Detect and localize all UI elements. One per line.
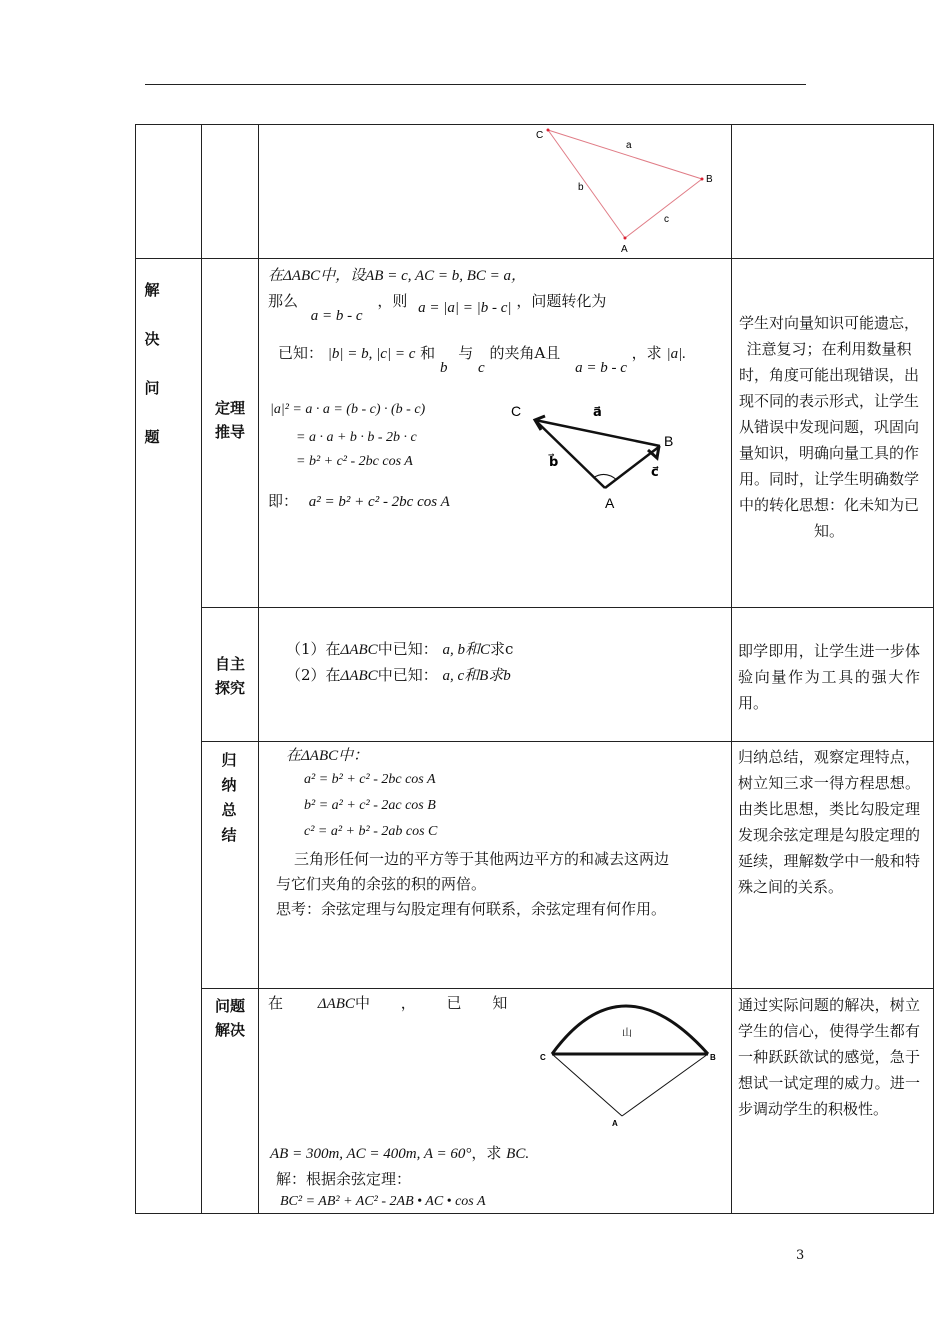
problem-line1: 在 ΔABC中 ， 已 知	[268, 994, 508, 1012]
theorem-line1: 在ΔABC中，设AB = c, AC = b, BC = a，	[268, 268, 527, 284]
mfig-mountain: 山	[622, 1028, 632, 1039]
summary-f2: b² = a² + c² - 2ac cos B	[304, 798, 436, 813]
svg-text:b⃗: b⃗	[549, 454, 559, 469]
theorem-line2: 那么 a = b - c ，则 a = |a| = |b - c| ，问题转化为	[268, 292, 607, 324]
vfig-A: A	[605, 495, 615, 511]
theorem-label: 定理推导	[214, 399, 245, 441]
summary-intro: 在ΔABC中：	[286, 748, 369, 764]
problem-sol1: 解：根据余弦定理：	[276, 1170, 412, 1188]
section-label: 解决问题	[144, 281, 160, 446]
label-a: a	[626, 140, 632, 151]
theorem-note: 学生对向量知识可能遗忘，注意复习；在利用数量积时，角度可能出现错误，出现不同的表示形式，让学生从错误中发现问题，巩固向量知识，明确向量工具的作用。同时，让学生明确数学中的转化思想：化未知为已知。	[738, 314, 919, 540]
problem-given: AB = 300m, AC = 400m, A = 60°，求 BC.	[270, 1144, 530, 1162]
mountain-figure	[532, 988, 732, 1128]
vfig-B: B	[664, 433, 674, 449]
summary-f1: a² = b² + c² - 2bc cos A	[304, 772, 436, 787]
explore-label: 自主探究	[214, 655, 245, 697]
problem-note: 通过实际问题的解决，树立学生的信心，使得学生都有一种跃跃欲试的感觉，急于想试一试定理的威力。进一步调动学生的积极性。	[738, 996, 920, 1118]
derive-1: |a|² = a · a = (b - c) · (b - c)	[270, 402, 426, 417]
explore-q1: （1）在ΔABC中已知： a, b和C求c	[286, 640, 514, 658]
explore-note: 即学即用，让学生进一步体验向量作为工具的强大作用。	[738, 642, 920, 712]
mfig-B: B	[710, 1053, 716, 1062]
derive-3: = b² + c² - 2bc cos A	[296, 454, 413, 469]
summary-f3: c² = a² + b² - 2ab cos C	[304, 824, 438, 839]
vfig-C: C	[511, 403, 522, 419]
page-number: 3	[796, 1248, 805, 1263]
summary-note: 归纳总结，观察定理特点，树立知三求一得方程思想。由类比思想，类比勾股定理发现余弦定理是勾股定理的延续，理解数学中一般和特殊之间的关系。	[738, 748, 920, 896]
header-rule	[145, 84, 806, 85]
triangle-figure	[520, 124, 730, 258]
summary-text1: 三角形任何一边的平方等于其他两边平方的和减去这两边	[294, 850, 670, 868]
summary-think: 思考：余弦定理与勾股定理有何联系，余弦定理有何作用。	[276, 900, 667, 918]
problem-sol2: BC² = AB² + AC² - 2AB • AC • cos A	[280, 1194, 486, 1209]
label-A: A	[621, 244, 628, 255]
summary-label: 归纳总结	[221, 751, 237, 844]
vector-triangle-figure	[505, 398, 705, 513]
label-c: c	[664, 214, 669, 225]
svg-text:c⃗: c⃗	[651, 464, 659, 479]
theorem-line3: 已知： |b| = b, |c| = c 和 b 与 c 的夹角A且 a = b - c ，求 |a|.	[278, 344, 686, 376]
explore-q2: （2）在ΔABC中已知： a, c和B求b	[286, 666, 511, 684]
label-b: b	[578, 182, 584, 193]
summary-text2: 与它们夹角的余弦的积的两倍。	[276, 875, 487, 893]
mfig-C: C	[540, 1053, 546, 1062]
problem-label: 问题解决	[214, 997, 245, 1039]
theorem-result: 即： a² = b² + c² - 2bc cos A	[268, 492, 450, 510]
label-B: B	[706, 174, 713, 185]
derive-2: = a · a + b · b - 2b · c	[296, 430, 417, 445]
svg-text:a⃗: a⃗	[593, 404, 602, 419]
mfig-A: A	[612, 1119, 618, 1128]
label-C: C	[536, 130, 544, 141]
